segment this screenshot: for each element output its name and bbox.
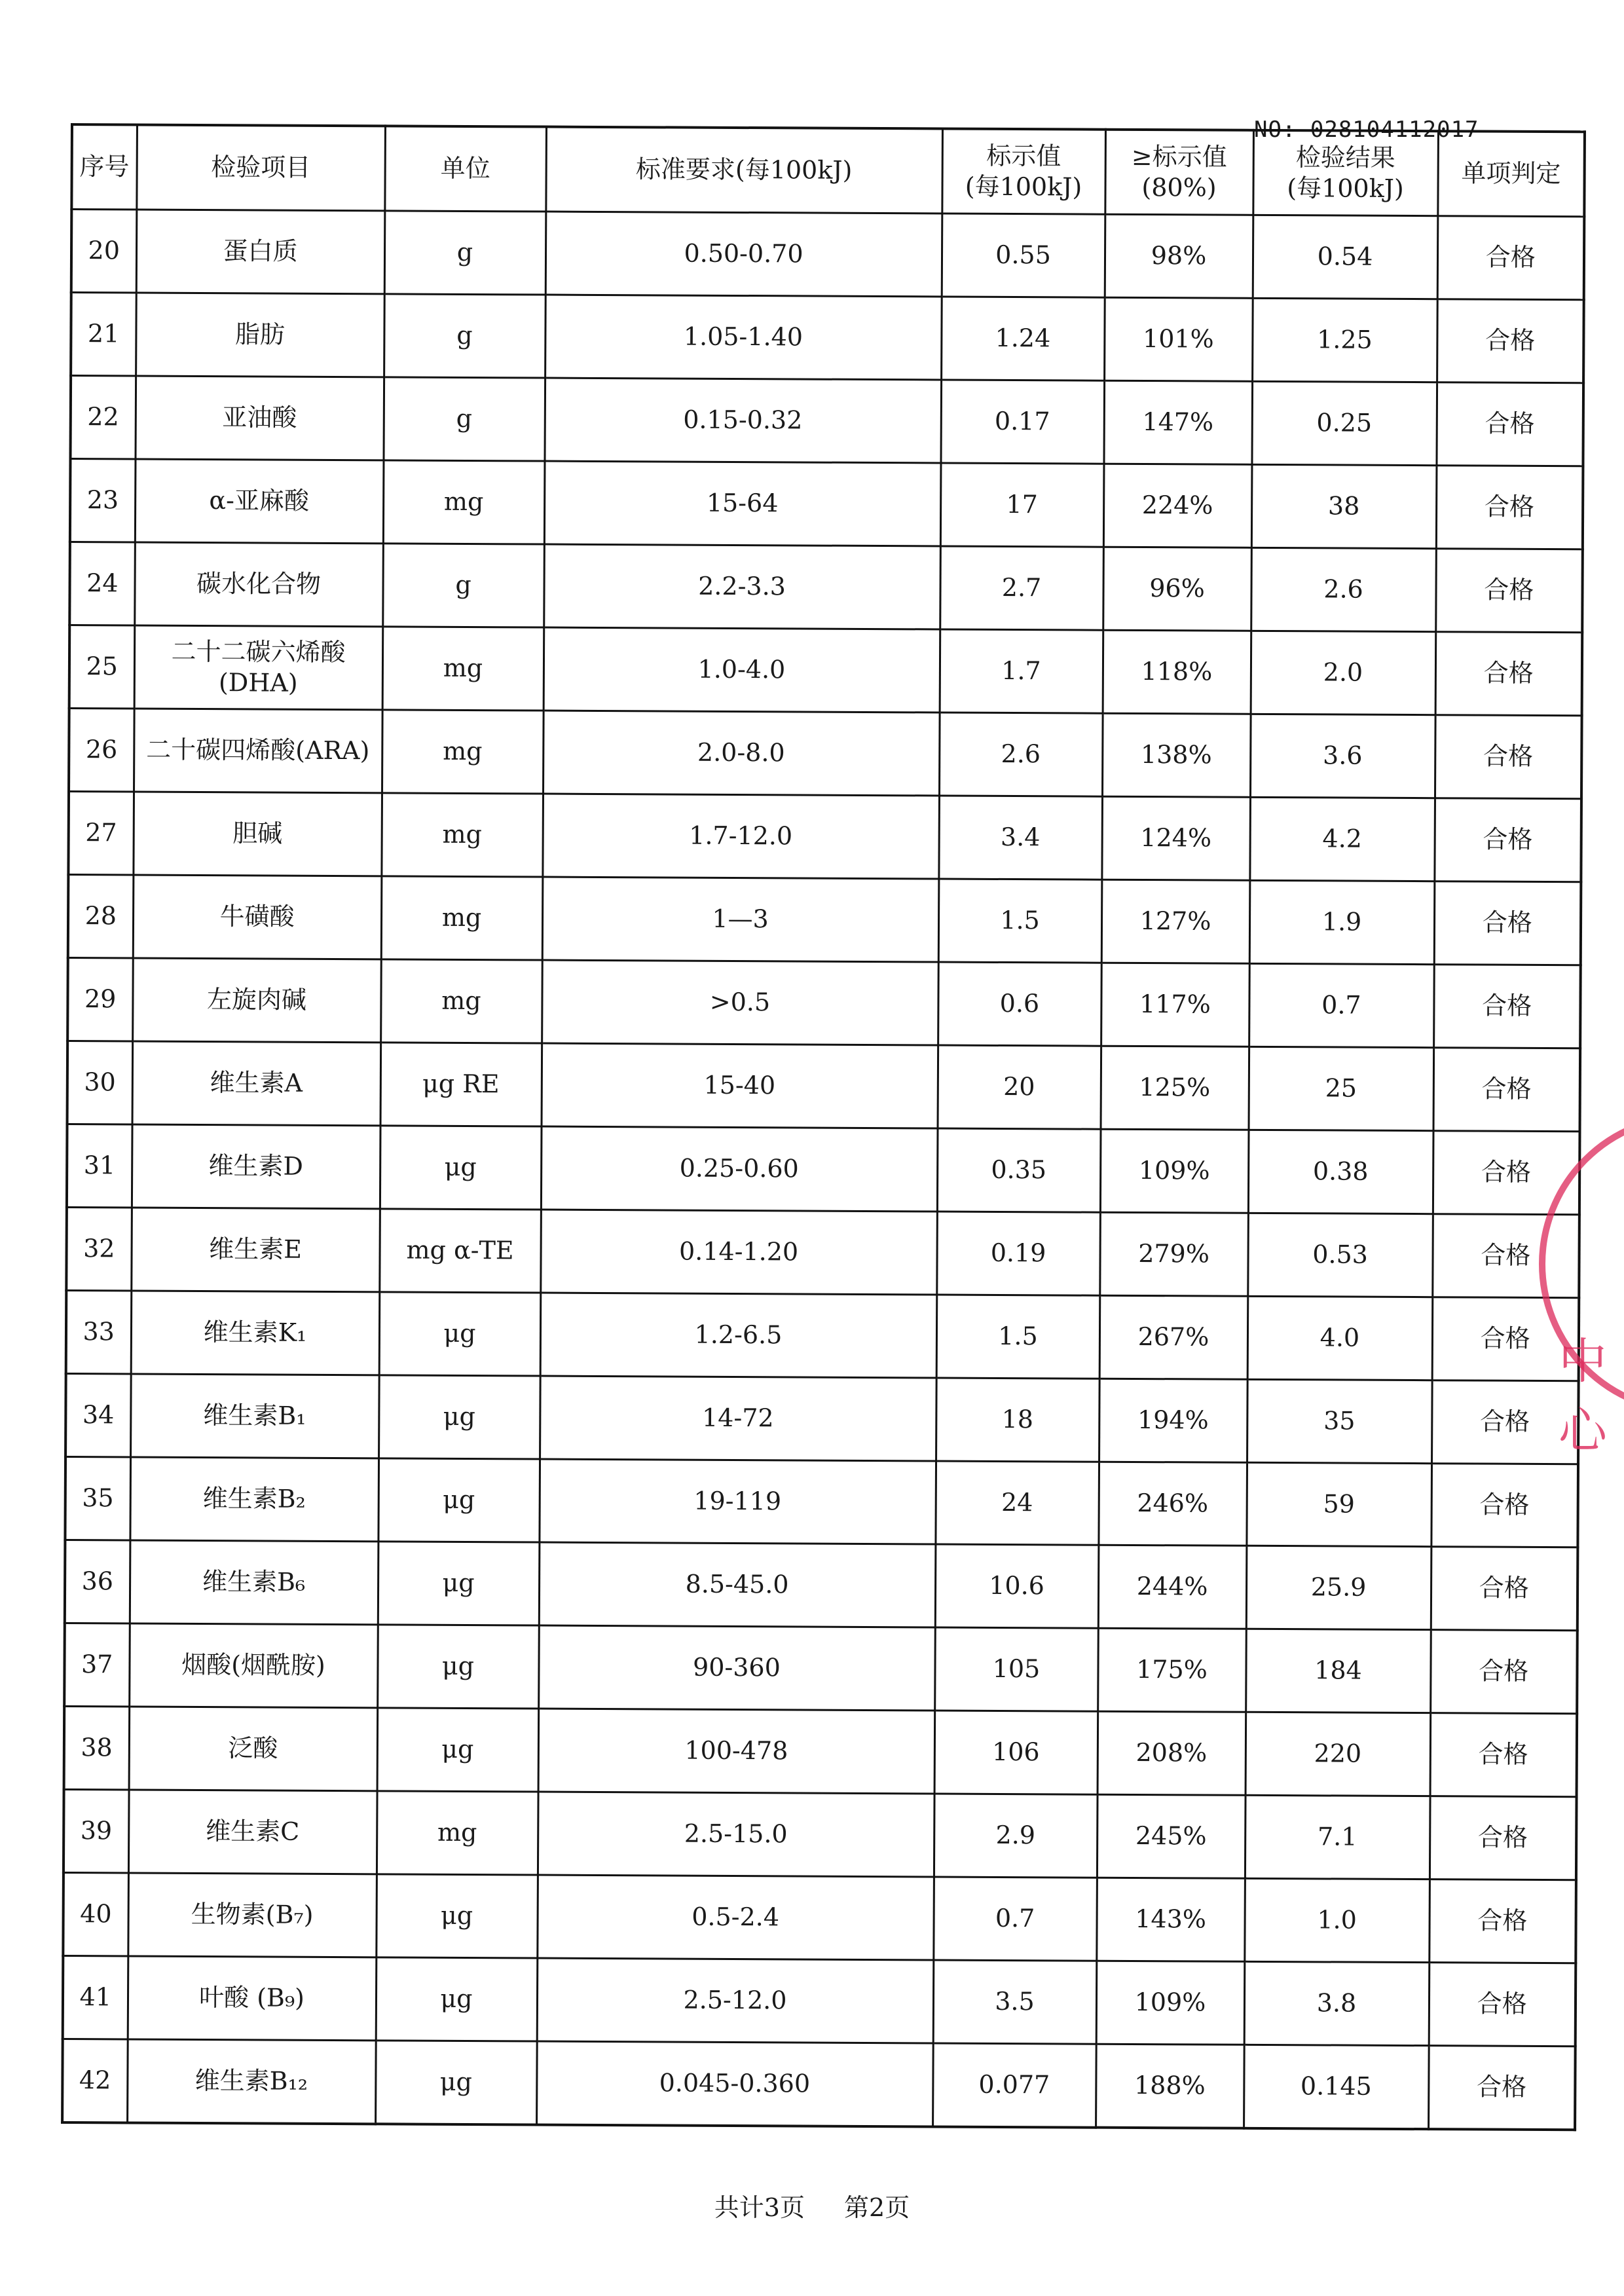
header-seq: 序号	[71, 124, 137, 210]
cell-seq: 33	[66, 1290, 132, 1373]
cell-unit: μg	[375, 2041, 537, 2125]
header-judgment: 单项判定	[1437, 131, 1585, 217]
cell-unit: mg	[382, 627, 544, 711]
cell-label-value: 24	[935, 1461, 1099, 1545]
header-item: 检验项目	[136, 124, 385, 210]
cell-item: 维生素K₁	[131, 1291, 380, 1375]
cell-label-value: 0.7	[933, 1877, 1097, 1961]
cell-item: 维生素B₁₂	[127, 2039, 376, 2124]
cell-ge-label: 138%	[1102, 713, 1251, 797]
cell-standard: 14-72	[540, 1376, 936, 1461]
cell-result: 0.25	[1251, 381, 1437, 465]
cell-ge-label: 96%	[1103, 547, 1251, 631]
cell-result: 35	[1247, 1379, 1432, 1463]
cell-item: 维生素E	[131, 1208, 380, 1292]
table-row	[70, 459, 1583, 549]
cell-label-value: 3.4	[938, 796, 1102, 880]
cell-item: 亚油酸	[135, 376, 384, 460]
cell-standard: 1.2-6.5	[540, 1293, 937, 1378]
cell-standard: 2.0-8.0	[543, 711, 940, 796]
cell-judgment: 合格	[1434, 798, 1581, 882]
cell-unit: μg	[380, 1126, 542, 1210]
cell-label-value: 0.55	[942, 213, 1105, 297]
cell-result: 1.9	[1249, 880, 1435, 964]
table-row	[66, 1290, 1579, 1380]
cell-label-value: 0.19	[936, 1212, 1100, 1295]
cell-ge-label: 208%	[1098, 1711, 1246, 1795]
cell-result: 0.54	[1253, 215, 1438, 299]
cell-unit: g	[384, 294, 545, 378]
cell-judgment: 合格	[1436, 466, 1583, 549]
cell-judgment: 合格	[1430, 1713, 1578, 1797]
cell-ge-label: 224%	[1103, 464, 1252, 547]
cell-item: 生物素(B₇)	[128, 1873, 377, 1957]
cell-standard: 1.0-4.0	[544, 627, 940, 713]
cell-item: 牛磺酸	[133, 875, 382, 959]
header-ge-label: ≥标示值 (80%)	[1105, 130, 1253, 215]
cell-label-value: 1.24	[941, 297, 1105, 380]
cell-ge-label: 246%	[1098, 1462, 1247, 1546]
cell-result: 4.2	[1249, 797, 1435, 881]
cell-item: 烟酸(烟酰胺)	[129, 1623, 378, 1708]
cell-seq: 20	[71, 210, 137, 293]
cell-unit: mg	[382, 710, 544, 794]
cell-judgment: 合格	[1437, 216, 1585, 300]
table-body	[62, 210, 1584, 2130]
cell-unit: g	[384, 211, 546, 295]
cell-unit: mg α-TE	[379, 1209, 541, 1293]
total-pages: 共计3页	[714, 2193, 805, 2222]
cell-standard: 15-40	[542, 1043, 938, 1128]
cell-judgment: 合格	[1431, 1547, 1578, 1631]
cell-item: 维生素B₂	[130, 1457, 378, 1542]
cell-item: 泛酸	[129, 1707, 378, 1791]
cell-item: 维生素C	[128, 1790, 377, 1874]
cell-result: 0.53	[1247, 1213, 1433, 1297]
cell-item: 二十碳四烯酸(ARA)	[134, 709, 382, 793]
cell-standard: 2.5-15.0	[538, 1792, 934, 1877]
cell-unit: μg	[376, 1874, 538, 1958]
cell-judgment: 合格	[1435, 632, 1583, 716]
cell-seq: 36	[65, 1540, 130, 1623]
cell-result: 0.38	[1248, 1130, 1433, 1213]
cell-seq: 37	[64, 1623, 130, 1706]
table-row	[63, 1872, 1576, 1963]
table-row	[69, 625, 1583, 716]
table-row	[64, 1789, 1577, 1879]
cell-standard: 2.5-12.0	[537, 1958, 934, 2043]
cell-standard: 2.2-3.3	[544, 544, 940, 629]
cell-label-value: 0.17	[940, 380, 1104, 464]
cell-ge-label: 143%	[1096, 1878, 1245, 1961]
cell-judgment: 合格	[1433, 1048, 1581, 1132]
cell-unit: μg RE	[380, 1043, 542, 1126]
cell-seq: 22	[70, 376, 136, 459]
cell-judgment: 合格	[1430, 1630, 1578, 1714]
cell-item: 胆碱	[133, 792, 382, 876]
cell-result: 7.1	[1245, 1795, 1430, 1879]
cell-ge-label: 109%	[1100, 1129, 1249, 1213]
cell-seq: 29	[67, 957, 133, 1041]
cell-standard: 0.25-0.60	[541, 1126, 938, 1212]
table-row	[68, 791, 1581, 881]
cell-ge-label: 244%	[1098, 1545, 1247, 1629]
cell-ge-label: 267%	[1099, 1295, 1248, 1379]
cell-ge-label: 245%	[1097, 1794, 1246, 1878]
table-row	[63, 1955, 1576, 2046]
cell-ge-label: 125%	[1101, 1046, 1249, 1130]
cell-item: 维生素B₆	[130, 1540, 378, 1625]
cell-unit: μg	[376, 1957, 538, 2041]
cell-label-value: 20	[938, 1045, 1101, 1129]
cell-label-value: 2.6	[939, 713, 1103, 796]
cell-seq: 41	[63, 1955, 128, 2039]
header-standard: 标准要求(每100kJ)	[545, 127, 942, 213]
cell-unit: μg	[378, 1542, 540, 1625]
table-row	[64, 1623, 1578, 1713]
cell-result: 0.145	[1244, 2045, 1429, 2129]
table-row	[71, 210, 1585, 300]
cell-seq: 31	[67, 1124, 132, 1207]
current-page: 第2页	[844, 2193, 910, 2222]
table-row	[65, 1540, 1578, 1630]
cell-seq: 34	[65, 1373, 131, 1456]
cell-result: 4.0	[1247, 1296, 1433, 1380]
cell-judgment: 合格	[1431, 1464, 1578, 1547]
cell-label-value: 3.5	[933, 1960, 1097, 2044]
cell-unit: μg	[379, 1292, 541, 1376]
cell-result: 2.0	[1251, 631, 1436, 714]
cell-standard: 0.045-0.360	[536, 2041, 933, 2126]
cell-seq: 40	[63, 1872, 128, 1955]
cell-item: 维生素D	[132, 1124, 380, 1209]
cell-result: 220	[1246, 1712, 1431, 1796]
cell-standard: 1.7-12.0	[542, 794, 939, 879]
table-header-row	[71, 124, 1585, 217]
cell-result: 0.7	[1249, 963, 1434, 1047]
cell-seq: 24	[69, 542, 135, 625]
cell-unit: μg	[378, 1375, 540, 1459]
cell-ge-label: 109%	[1096, 1961, 1245, 2045]
cell-result: 3.6	[1250, 714, 1435, 798]
cell-item: 二十二碳六烯酸 (DHA)	[134, 625, 383, 710]
cell-judgment: 合格	[1429, 1879, 1576, 1963]
cell-standard: 1—3	[542, 877, 939, 962]
cell-ge-label: 98%	[1105, 214, 1253, 298]
table-row	[71, 293, 1584, 383]
cell-seq: 38	[64, 1706, 130, 1789]
cell-result: 1.0	[1244, 1878, 1430, 1962]
cell-standard: 90-360	[538, 1625, 935, 1711]
cell-result: 184	[1246, 1629, 1431, 1713]
table-row	[67, 1124, 1580, 1214]
cell-judgment: 合格	[1430, 1796, 1577, 1880]
table-row	[69, 542, 1583, 633]
seal-fragment-text: 中心	[1559, 1333, 1607, 1459]
cell-item: 蛋白质	[136, 210, 385, 294]
cell-standard: 19-119	[539, 1459, 936, 1544]
cell-result: 59	[1246, 1462, 1431, 1546]
cell-seq: 30	[67, 1041, 133, 1124]
cell-judgment: 合格	[1433, 965, 1581, 1048]
cell-item: 维生素A	[132, 1041, 381, 1126]
cell-item: 左旋肉碱	[132, 958, 381, 1043]
cell-judgment: 合格	[1431, 1380, 1579, 1464]
cell-judgment: 合格	[1435, 715, 1582, 799]
cell-standard: 0.5-2.4	[537, 1875, 934, 1960]
cell-label-value: 17	[940, 463, 1104, 547]
cell-unit: μg	[377, 1708, 539, 1792]
cell-item: 维生素B₁	[130, 1374, 379, 1458]
cell-judgment: 合格	[1432, 1214, 1579, 1298]
cell-result: 3.8	[1244, 1961, 1430, 2045]
document-number: NO: 028104112017	[1254, 117, 1479, 143]
cell-judgment: 合格	[1433, 1131, 1580, 1215]
inspection-table	[61, 123, 1586, 2131]
cell-result: 25.9	[1246, 1546, 1431, 1629]
cell-label-value: 1.5	[938, 879, 1102, 963]
cell-seq: 32	[66, 1207, 132, 1290]
cell-judgment: 合格	[1432, 1297, 1579, 1381]
cell-ge-label: 127%	[1101, 880, 1250, 963]
cell-label-value: 1.5	[936, 1295, 1100, 1379]
cell-unit: mg	[381, 793, 543, 877]
cell-unit: μg	[377, 1625, 539, 1709]
cell-seq: 25	[69, 625, 135, 709]
cell-judgment: 合格	[1436, 382, 1583, 466]
cell-standard: 100-478	[538, 1709, 935, 1794]
table-row	[67, 957, 1581, 1048]
cell-ge-label: 101%	[1104, 297, 1253, 381]
cell-judgment: 合格	[1429, 1963, 1576, 2046]
table-row	[66, 1207, 1579, 1297]
cell-seq: 21	[71, 293, 136, 376]
cell-standard: 15-64	[544, 461, 941, 546]
cell-label-value: 2.7	[940, 546, 1103, 630]
table-row	[69, 708, 1582, 798]
cell-unit: mg	[377, 1791, 538, 1875]
cell-ge-label: 194%	[1099, 1379, 1247, 1462]
cell-item: 脂肪	[136, 293, 384, 377]
cell-unit: mg	[380, 959, 542, 1043]
cell-result: 2.6	[1251, 547, 1436, 631]
table-row	[64, 1706, 1578, 1796]
page-footer	[0, 2187, 1624, 2223]
cell-label-value: 0.6	[938, 962, 1101, 1046]
cell-ge-label: 188%	[1096, 2044, 1244, 2128]
cell-judgment: 合格	[1434, 881, 1581, 965]
cell-label-value: 105	[934, 1627, 1098, 1711]
cell-unit: g	[382, 544, 544, 627]
cell-ge-label: 118%	[1103, 630, 1251, 714]
cell-result: 38	[1251, 464, 1437, 548]
table-row	[65, 1373, 1579, 1464]
cell-unit: mg	[381, 876, 543, 960]
cell-label-value: 10.6	[935, 1544, 1099, 1628]
cell-label-value: 0.35	[937, 1128, 1101, 1212]
cell-item: 叶酸 (B₉)	[128, 1956, 377, 2041]
cell-seq: 42	[62, 2039, 128, 2122]
cell-label-value: 106	[934, 1711, 1098, 1794]
cell-ge-label: 117%	[1101, 963, 1249, 1046]
cell-label-value: 1.7	[940, 629, 1103, 713]
cell-standard: 1.05-1.40	[545, 295, 942, 380]
cell-ge-label: 124%	[1101, 796, 1250, 880]
cell-seq: 35	[65, 1456, 130, 1540]
header-label-value: 标示值 (每100kJ)	[942, 129, 1105, 215]
cell-item: α-亚麻酸	[135, 459, 384, 544]
table-row	[62, 2039, 1576, 2130]
cell-judgment: 合格	[1437, 299, 1584, 383]
report-sheet	[61, 123, 1583, 2160]
cell-unit: μg	[378, 1458, 540, 1542]
cell-ge-label: 279%	[1099, 1212, 1248, 1296]
cell-ge-label: 147%	[1103, 380, 1252, 464]
cell-label-value: 0.077	[932, 2043, 1096, 2128]
cell-standard: 0.14-1.20	[540, 1210, 937, 1295]
cell-standard: 8.5-45.0	[539, 1542, 936, 1627]
cell-label-value: 2.9	[934, 1794, 1098, 1878]
cell-judgment: 合格	[1435, 549, 1583, 633]
cell-standard: >0.5	[542, 960, 938, 1045]
cell-label-value: 18	[936, 1378, 1099, 1462]
cell-seq: 27	[68, 791, 134, 874]
header-unit: 单位	[384, 126, 546, 212]
cell-seq: 26	[69, 708, 134, 791]
cell-seq: 28	[68, 874, 134, 957]
cell-result: 1.25	[1252, 298, 1437, 382]
cell-result: 25	[1249, 1046, 1434, 1130]
cell-standard: 0.50-0.70	[545, 212, 942, 297]
table-row	[70, 376, 1583, 466]
table-row	[67, 1041, 1581, 1131]
cell-standard: 0.15-0.32	[544, 378, 941, 463]
cell-unit: mg	[383, 460, 545, 544]
cell-judgment: 合格	[1428, 2046, 1576, 2130]
cell-item: 碳水化合物	[134, 542, 383, 627]
table-row	[68, 874, 1581, 965]
table-row	[65, 1456, 1578, 1547]
cell-unit: g	[383, 377, 545, 461]
cell-seq: 39	[64, 1789, 129, 1872]
cell-ge-label: 175%	[1098, 1628, 1246, 1712]
cell-seq: 23	[70, 459, 136, 542]
header-result: 检验结果 (每100kJ)	[1253, 130, 1438, 216]
